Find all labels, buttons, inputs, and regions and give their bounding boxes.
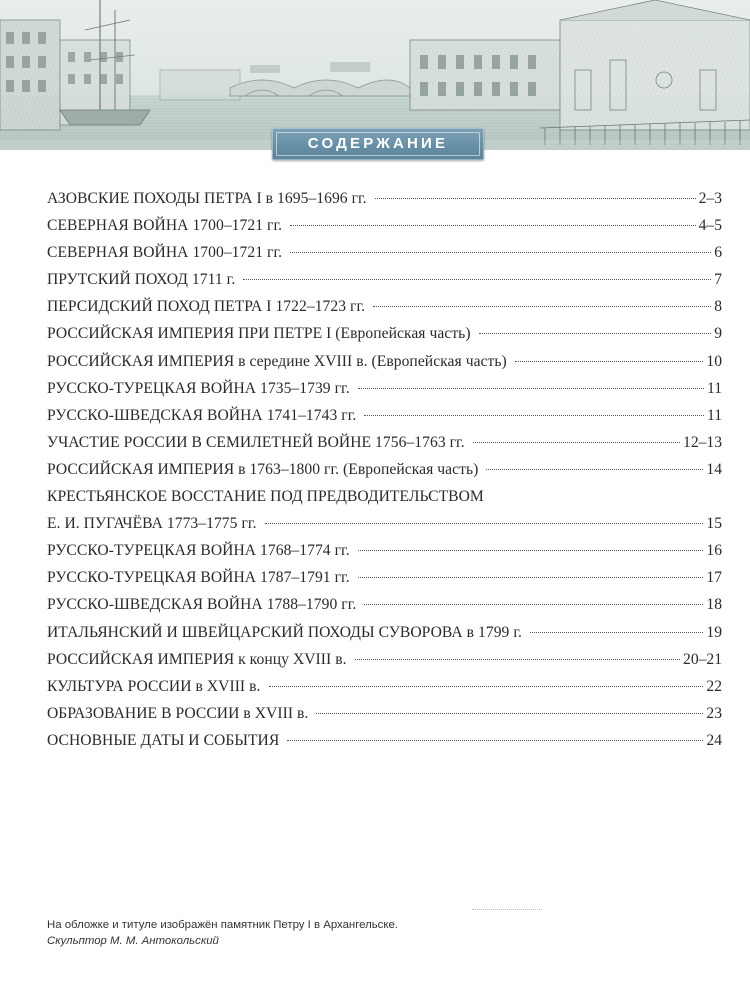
toc-leader-dots [290, 252, 711, 253]
toc-leader-dots [316, 713, 703, 714]
toc-entry-page: 20–21 [683, 650, 722, 668]
toc-entry-title: СЕВЕРНАЯ ВОЙНА 1700–1721 гг. [47, 244, 283, 262]
toc-entry[interactable] [47, 185, 722, 212]
toc-entry[interactable] [47, 266, 722, 293]
cover-credit-line: На обложке и титуле изображён памятник Петру I в Архангельске. [47, 919, 398, 931]
toc-entry-title: ОБРАЗОВАНИЕ В РОССИИ в XVIII в. [47, 704, 309, 722]
toc-leader-dots [375, 198, 696, 199]
toc-entry-title: СЕВЕРНАЯ ВОЙНА 1700–1721 гг. [47, 217, 283, 235]
toc-entry-page: 22 [706, 677, 722, 695]
section-title-badge [272, 128, 484, 160]
toc-entry-title: РУССКО-ШВЕДСКАЯ ВОЙНА 1741–1743 гг. [47, 406, 357, 424]
toc-entry[interactable] [47, 239, 722, 266]
toc-entry-page: 12–13 [683, 433, 722, 451]
toc-entry-title-line2: Е. И. ПУГАЧЁВА 1773–1775 гг. [47, 515, 257, 533]
toc-leader-dots [287, 740, 703, 741]
toc-entry-title: РОССИЙСКАЯ ИМПЕРИЯ к концу XVIII в. [47, 650, 347, 668]
toc-entry-page: 11 [706, 379, 722, 397]
toc-entry-page: 7 [714, 271, 722, 289]
toc-entry-title: РУССКО-ТУРЕЦКАЯ ВОЙНА 1768–1774 гг. [47, 542, 350, 560]
toc-entry-title: РОССИЙСКАЯ ИМПЕРИЯ в 1763–1800 гг. (Европейская часть) [47, 460, 479, 478]
toc-entry-title: КРЕСТЬЯНСКОЕ ВОССТАНИЕ ПОД ПРЕДВОДИТЕЛЬСТВОМ [47, 488, 484, 506]
toc-entry-page: 2–3 [698, 190, 722, 207]
sculptor-credit-line: Скульптор М. М. Антокольский [47, 935, 219, 947]
toc-leader-dots [358, 577, 704, 578]
toc-leader-dots [265, 523, 704, 524]
cover-credit-note [47, 917, 398, 949]
toc-entry-title: ПЕРСИДСКИЙ ПОХОД ПЕТРА I 1722–1723 гг. [47, 298, 366, 316]
toc-entry-page: 4–5 [698, 217, 722, 235]
toc-entry-page: 11 [706, 406, 722, 424]
toc-entry[interactable] [47, 727, 722, 754]
table-of-contents [47, 185, 722, 754]
toc-entry-title: АЗОВСКИЕ ПОХОДЫ ПЕТРА I в 1695–1696 гг. [47, 190, 367, 207]
toc-leader-dots [364, 415, 704, 416]
toc-entry-page: 19 [706, 623, 722, 641]
toc-entry-page: 14 [706, 460, 722, 478]
toc-entry-page: 8 [714, 298, 722, 316]
toc-entry[interactable] [47, 429, 722, 456]
toc-entry-title: РУССКО-ТУРЕЦКАЯ ВОЙНА 1735–1739 гг. [47, 379, 350, 397]
toc-leader-dots [473, 442, 680, 443]
toc-entry[interactable] [47, 375, 722, 402]
toc-entry-title: РОССИЙСКАЯ ИМПЕРИЯ в середине XVIII в. (Европейская часть) [47, 352, 507, 370]
toc-entry[interactable] [47, 456, 722, 483]
toc-entry[interactable] [47, 564, 722, 591]
footnote-divider [472, 909, 542, 910]
toc-entry-page: 17 [706, 569, 722, 587]
toc-entry-title: КУЛЬТУРА РОССИИ в XVIII в. [47, 677, 261, 695]
toc-entry[interactable] [47, 673, 722, 700]
toc-entry-title: РУССКО-ШВЕДСКАЯ ВОЙНА 1788–1790 гг. [47, 596, 357, 614]
toc-entry[interactable] [47, 591, 722, 618]
toc-leader-dots [486, 469, 703, 470]
toc-leader-dots [290, 225, 696, 226]
toc-leader-dots [530, 632, 703, 633]
toc-leader-dots [355, 659, 680, 660]
toc-leader-dots [269, 686, 704, 687]
toc-entry[interactable] [47, 537, 722, 564]
toc-entry[interactable] [47, 646, 722, 673]
toc-entry[interactable] [47, 348, 722, 375]
toc-entry[interactable] [47, 293, 722, 320]
toc-entry-page: 9 [714, 325, 722, 343]
toc-entry[interactable] [47, 483, 722, 537]
toc-entry-page: 10 [706, 352, 722, 370]
toc-entry-title: ИТАЛЬЯНСКИЙ И ШВЕЙЦАРСКИЙ ПОХОДЫ СУВОРОВА в 1799 г. [47, 623, 522, 641]
toc-entry-title: РОССИЙСКАЯ ИМПЕРИЯ ПРИ ПЕТРЕ I (Европейская часть) [47, 325, 471, 343]
toc-entry[interactable] [47, 320, 722, 347]
toc-entry-title: УЧАСТИЕ РОССИИ В СЕМИЛЕТНЕЙ ВОЙНЕ 1756–1763 гг. [47, 433, 465, 451]
toc-entry-title: ПРУТСКИЙ ПОХОД 1711 г. [47, 271, 236, 289]
toc-leader-dots [373, 306, 711, 307]
toc-leader-dots [515, 361, 704, 362]
toc-leader-dots [364, 604, 703, 605]
toc-entry-page: 16 [706, 542, 722, 560]
toc-entry-page: 23 [706, 704, 722, 722]
toc-leader-dots [243, 279, 711, 280]
toc-entry-title: РУССКО-ТУРЕЦКАЯ ВОЙНА 1787–1791 гг. [47, 569, 350, 587]
toc-leader-dots [358, 550, 704, 551]
toc-entry[interactable] [47, 212, 722, 239]
toc-entry-title: ОСНОВНЫЕ ДАТЫ И СОБЫТИЯ [47, 731, 280, 749]
toc-leader-dots [479, 333, 712, 334]
toc-entry-page: 24 [706, 731, 722, 749]
toc-entry-page: 6 [714, 244, 722, 262]
page-title: СОДЕРЖАНИЕ [307, 135, 449, 152]
toc-entry-page: 18 [706, 596, 722, 614]
toc-leader-dots [358, 388, 704, 389]
toc-entry-page: 15 [706, 515, 722, 533]
toc-entry[interactable] [47, 402, 722, 429]
toc-entry[interactable] [47, 619, 722, 646]
toc-entry[interactable] [47, 700, 722, 727]
